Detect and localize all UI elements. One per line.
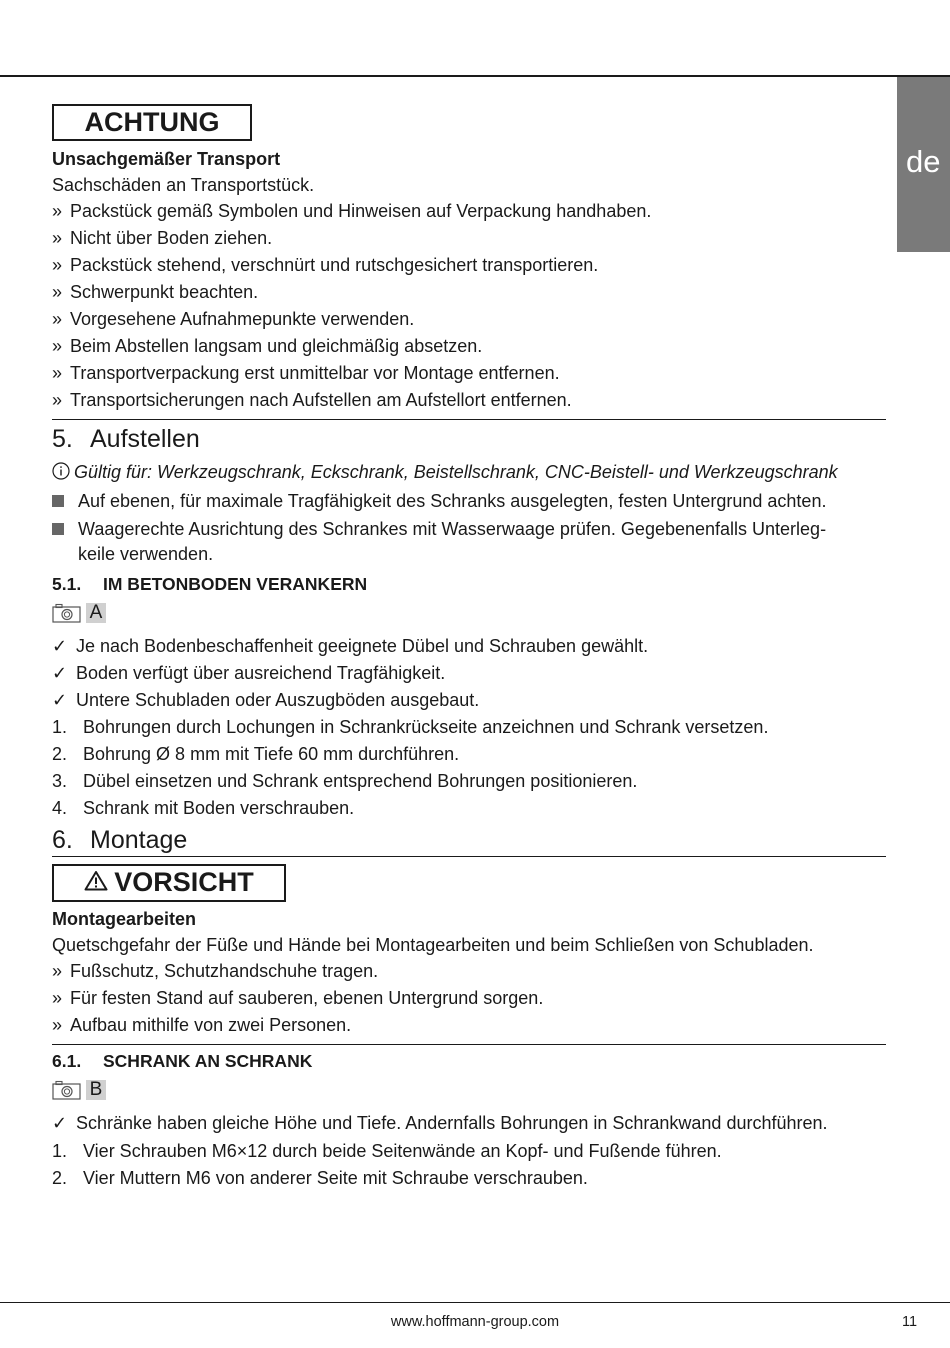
warning-item: » Nicht über Boden ziehen. bbox=[52, 228, 273, 248]
page-number: 11 bbox=[902, 1314, 918, 1330]
warning-triangle-icon bbox=[84, 870, 108, 891]
figure-reference bbox=[52, 602, 106, 624]
warning-item: » Transportverpackung erst unmittelbar vor Montage entfernen. bbox=[52, 363, 560, 383]
step-item: 4. Schrank mit Boden verschrauben. bbox=[52, 798, 355, 818]
raquo-bullet-icon: » bbox=[52, 309, 63, 329]
section-divider bbox=[52, 1044, 886, 1045]
section-divider bbox=[52, 856, 886, 857]
warning-item: » Fußschutz, Schutzhandschuhe tragen. bbox=[52, 961, 379, 981]
warning-item: » Transportsicherungen nach Aufstellen am Aufstellort entfernen. bbox=[52, 390, 572, 410]
checkmark-icon: ✓ bbox=[52, 1113, 68, 1133]
raquo-bullet-icon: » bbox=[52, 255, 63, 275]
language-tab-label: de bbox=[906, 144, 941, 179]
checkmark-icon: ✓ bbox=[52, 663, 68, 683]
subsection-heading-schrank: 6.1. SCHRANK AN SCHRANK bbox=[52, 1051, 313, 1071]
checkmark-icon: ✓ bbox=[52, 636, 68, 656]
list-item-continuation: keile verwenden. bbox=[78, 544, 214, 564]
warning-item: » Beim Abstellen langsam und gleichmäßig absetzen. bbox=[52, 336, 483, 356]
list-item: Waagerechte Ausrichtung des Schrankes mit Wasserwaage prüfen. Gegebenenfalls Unterleg- bbox=[52, 517, 826, 541]
step-item: 1. Vier Schrauben M6×12 durch beide Seitenwände an Kopf- und Fußende führen. bbox=[52, 1141, 722, 1161]
footer-url[interactable]: www.hoffmann-group.com bbox=[390, 1314, 560, 1330]
warning-title: Montagearbeiten bbox=[52, 909, 197, 929]
figure-letter: B bbox=[86, 1080, 106, 1100]
warning-item: » Packstück gemäß Symbolen und Hinweisen auf Verpackung handhaben. bbox=[52, 201, 652, 221]
prerequisite-item: ✓ Untere Schubladen oder Auszugböden ausgebaut. bbox=[52, 690, 480, 710]
raquo-bullet-icon: » bbox=[52, 390, 63, 410]
info-note: Gültig für: Werkzeugschrank, Eckschrank, Beistellschrank, CNC-Beistell- und Werkzeugschrank bbox=[52, 460, 838, 484]
raquo-bullet-icon: » bbox=[52, 988, 63, 1008]
raquo-bullet-icon: » bbox=[52, 1015, 63, 1035]
warning-title: Unsachgemäßer Transport bbox=[52, 149, 281, 169]
list-item: Auf ebenen, für maximale Tragfähigkeit des Schranks ausgelegten, festen Untergrund achten. bbox=[52, 489, 826, 513]
figure-letter: A bbox=[86, 603, 106, 623]
signal-word-text: VORSICHT bbox=[114, 867, 254, 897]
signal-word-achtung bbox=[52, 104, 252, 141]
warning-item: » Vorgesehene Aufnahmepunkte verwenden. bbox=[52, 309, 415, 329]
signal-word-vorsicht bbox=[52, 864, 286, 902]
chapter-heading-aufstellen: 5. Aufstellen bbox=[52, 425, 200, 453]
step-item: 2. Vier Muttern M6 von anderer Seite mit Schraube verschrauben. bbox=[52, 1168, 588, 1188]
square-bullet-icon bbox=[52, 495, 64, 507]
square-bullet-icon bbox=[52, 523, 64, 535]
camera-icon bbox=[52, 603, 82, 623]
prerequisite-item: ✓ Schränke haben gleiche Höhe und Tiefe. Andernfalls Bohrungen in Schrankwand durchführen. bbox=[52, 1113, 828, 1133]
step-item: 2. Bohrung Ø 8 mm mit Tiefe 60 mm durchführen. bbox=[52, 744, 460, 764]
warning-item: » Schwerpunkt beachten. bbox=[52, 282, 259, 302]
warning-item: » Für festen Stand auf sauberen, ebenen Untergrund sorgen. bbox=[52, 988, 544, 1008]
figure-reference bbox=[52, 1079, 106, 1101]
raquo-bullet-icon: » bbox=[52, 228, 63, 248]
language-tab bbox=[897, 77, 950, 252]
camera-icon bbox=[52, 1080, 82, 1100]
prerequisite-item: ✓ Boden verfügt über ausreichend Tragfähigkeit. bbox=[52, 663, 446, 683]
section-divider bbox=[52, 419, 886, 420]
warning-consequence: Sachschäden an Transportstück. bbox=[52, 175, 315, 195]
raquo-bullet-icon: » bbox=[52, 282, 63, 302]
signal-word-text: ACHTUNG bbox=[84, 107, 220, 137]
raquo-bullet-icon: » bbox=[52, 336, 63, 356]
header-rule bbox=[0, 75, 950, 77]
warning-item: » Packstück stehend, verschnürt und rutschgesichert transportieren. bbox=[52, 255, 599, 275]
footer-rule bbox=[0, 1302, 950, 1303]
warning-item: » Aufbau mithilfe von zwei Personen. bbox=[52, 1015, 352, 1035]
info-icon bbox=[52, 462, 70, 480]
raquo-bullet-icon: » bbox=[52, 363, 63, 383]
step-item: 1. Bohrungen durch Lochungen in Schrankrückseite anzeichnen und Schrank versetzen. bbox=[52, 717, 769, 737]
chapter-heading-montage: 6. Montage bbox=[52, 826, 188, 854]
warning-consequence: Quetschgefahr der Füße und Hände bei Montagearbeiten und beim Schließen von Schubladen. bbox=[52, 935, 814, 955]
step-item: 3. Dübel einsetzen und Schrank entsprechend Bohrungen positionieren. bbox=[52, 771, 638, 791]
checkmark-icon: ✓ bbox=[52, 690, 68, 710]
raquo-bullet-icon: » bbox=[52, 961, 63, 981]
raquo-bullet-icon: » bbox=[52, 201, 63, 221]
prerequisite-item: ✓ Je nach Bodenbeschaffenheit geeignete Dübel und Schrauben gewählt. bbox=[52, 636, 649, 656]
subsection-heading-betonboden: 5.1. IM BETONBODEN VERANKERN bbox=[52, 574, 368, 594]
